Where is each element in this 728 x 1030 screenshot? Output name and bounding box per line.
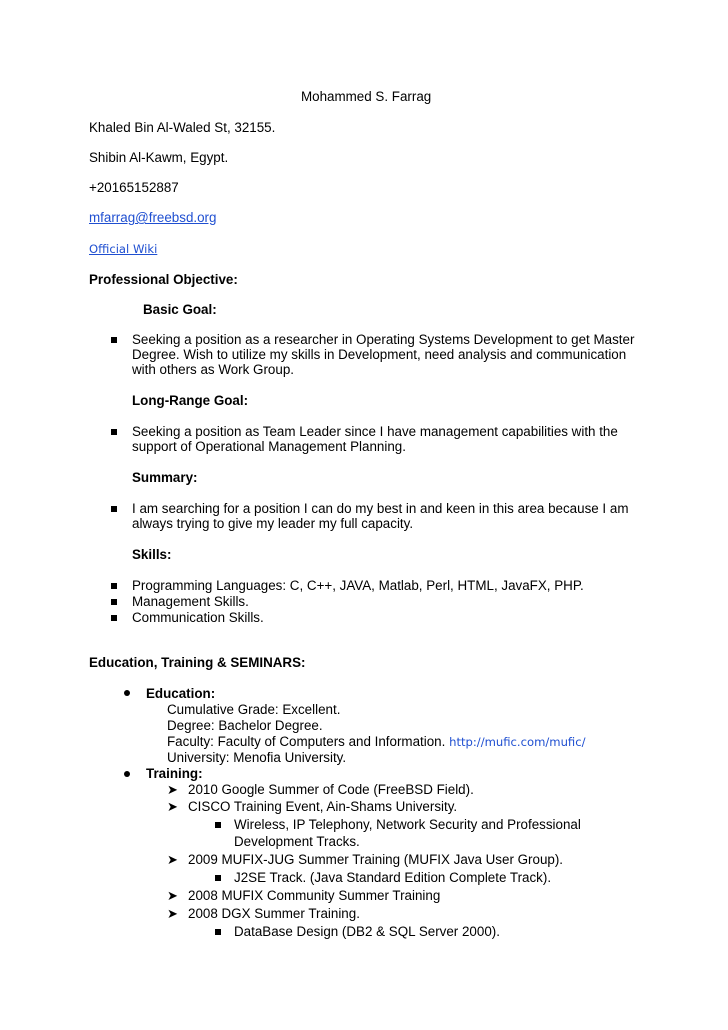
address-line-2: Shibin Al-Kawm, Egypt. [89,150,229,165]
education-title: Education: [146,686,216,701]
education-university: University: Menofia University. [167,750,347,765]
skills-title: Skills: [132,547,172,562]
round-bullet-icon [124,771,130,777]
education-degree: Degree: Bachelor Degree. [167,718,323,733]
training-item: CISCO Training Event, Ain-Shams University. [188,799,458,814]
training-item: 2008 MUFIX Community Summer Training [188,888,441,903]
training-subitem: Wireless, IP Telephony, Network Security and Professional [234,817,581,832]
long-range-goal-line: Seeking a position as Team Leader since I have management capabilities with the [132,424,618,439]
training-subitem: J2SE Track. (Java Standard Edition Complete Track). [234,870,552,885]
phone-number: +20165152887 [89,180,179,195]
square-bullet-icon [215,822,221,828]
faculty-link[interactable]: http://mufic.com/mufic/ [449,735,586,749]
round-bullet-icon [124,690,130,696]
training-subitem: Development Tracks. [234,834,360,849]
summary-line: I am searching for a position I can do my best in and keen in this area because I am [132,501,629,516]
square-bullet-icon [215,875,221,881]
basic-goal-line: Seeking a position as a researcher in Operating Systems Development to get Master [132,332,635,347]
square-bullet-icon [111,506,117,512]
address-line-1: Khaled Bin Al-Waled St, 32155. [89,120,276,135]
arrow-bullet-icon: ➤ [167,852,178,867]
resume-name: Mohammed S. Farrag [301,89,432,104]
arrow-bullet-icon: ➤ [167,799,178,814]
square-bullet-icon [111,337,117,343]
training-item: 2008 DGX Summer Training. [188,906,360,921]
skill-item: Management Skills. [132,594,249,609]
basic-goal-line: Degree. Wish to utilize my skills in Development, need analysis and communication [132,347,627,362]
email-link[interactable]: mfarrag@freebsd.org [89,210,217,225]
faculty-text: Faculty: Faculty of Computers and Information. [167,734,446,749]
arrow-bullet-icon: ➤ [167,906,178,921]
basic-goal-title: Basic Goal: [143,302,217,317]
basic-goal-line: with others as Work Group. [132,362,294,377]
square-bullet-icon [111,429,117,435]
education-faculty [167,734,586,750]
square-bullet-icon [111,583,117,589]
education-grade: Cumulative Grade: Excellent. [167,702,341,717]
training-subitem: DataBase Design (DB2 & SQL Server 2000). [234,924,500,939]
square-bullet-icon [111,615,117,621]
training-item: 2009 MUFIX-JUG Summer Training (MUFIX Java User Group). [188,852,564,867]
education-heading: Education, Training & SEMINARS: [89,655,306,670]
summary-line: always trying to give my leader my full capacity. [132,516,414,531]
long-range-goal-line: support of Operational Management Planning. [132,439,406,454]
square-bullet-icon [215,929,221,935]
long-range-goal-title: Long-Range Goal: [132,393,249,408]
training-title: Training: [146,766,203,781]
official-wiki-link[interactable]: Official Wiki [89,242,158,256]
training-item: 2010 Google Summer of Code (FreeBSD Field). [188,782,474,797]
objective-heading: Professional Objective: [89,272,238,287]
arrow-bullet-icon: ➤ [167,782,178,797]
summary-title: Summary: [132,470,198,485]
skill-item: Programming Languages: C, C++, JAVA, Matlab, Perl, HTML, JavaFX, PHP. [132,578,584,593]
square-bullet-icon [111,599,117,605]
skill-item: Communication Skills. [132,610,264,625]
arrow-bullet-icon: ➤ [167,888,178,903]
